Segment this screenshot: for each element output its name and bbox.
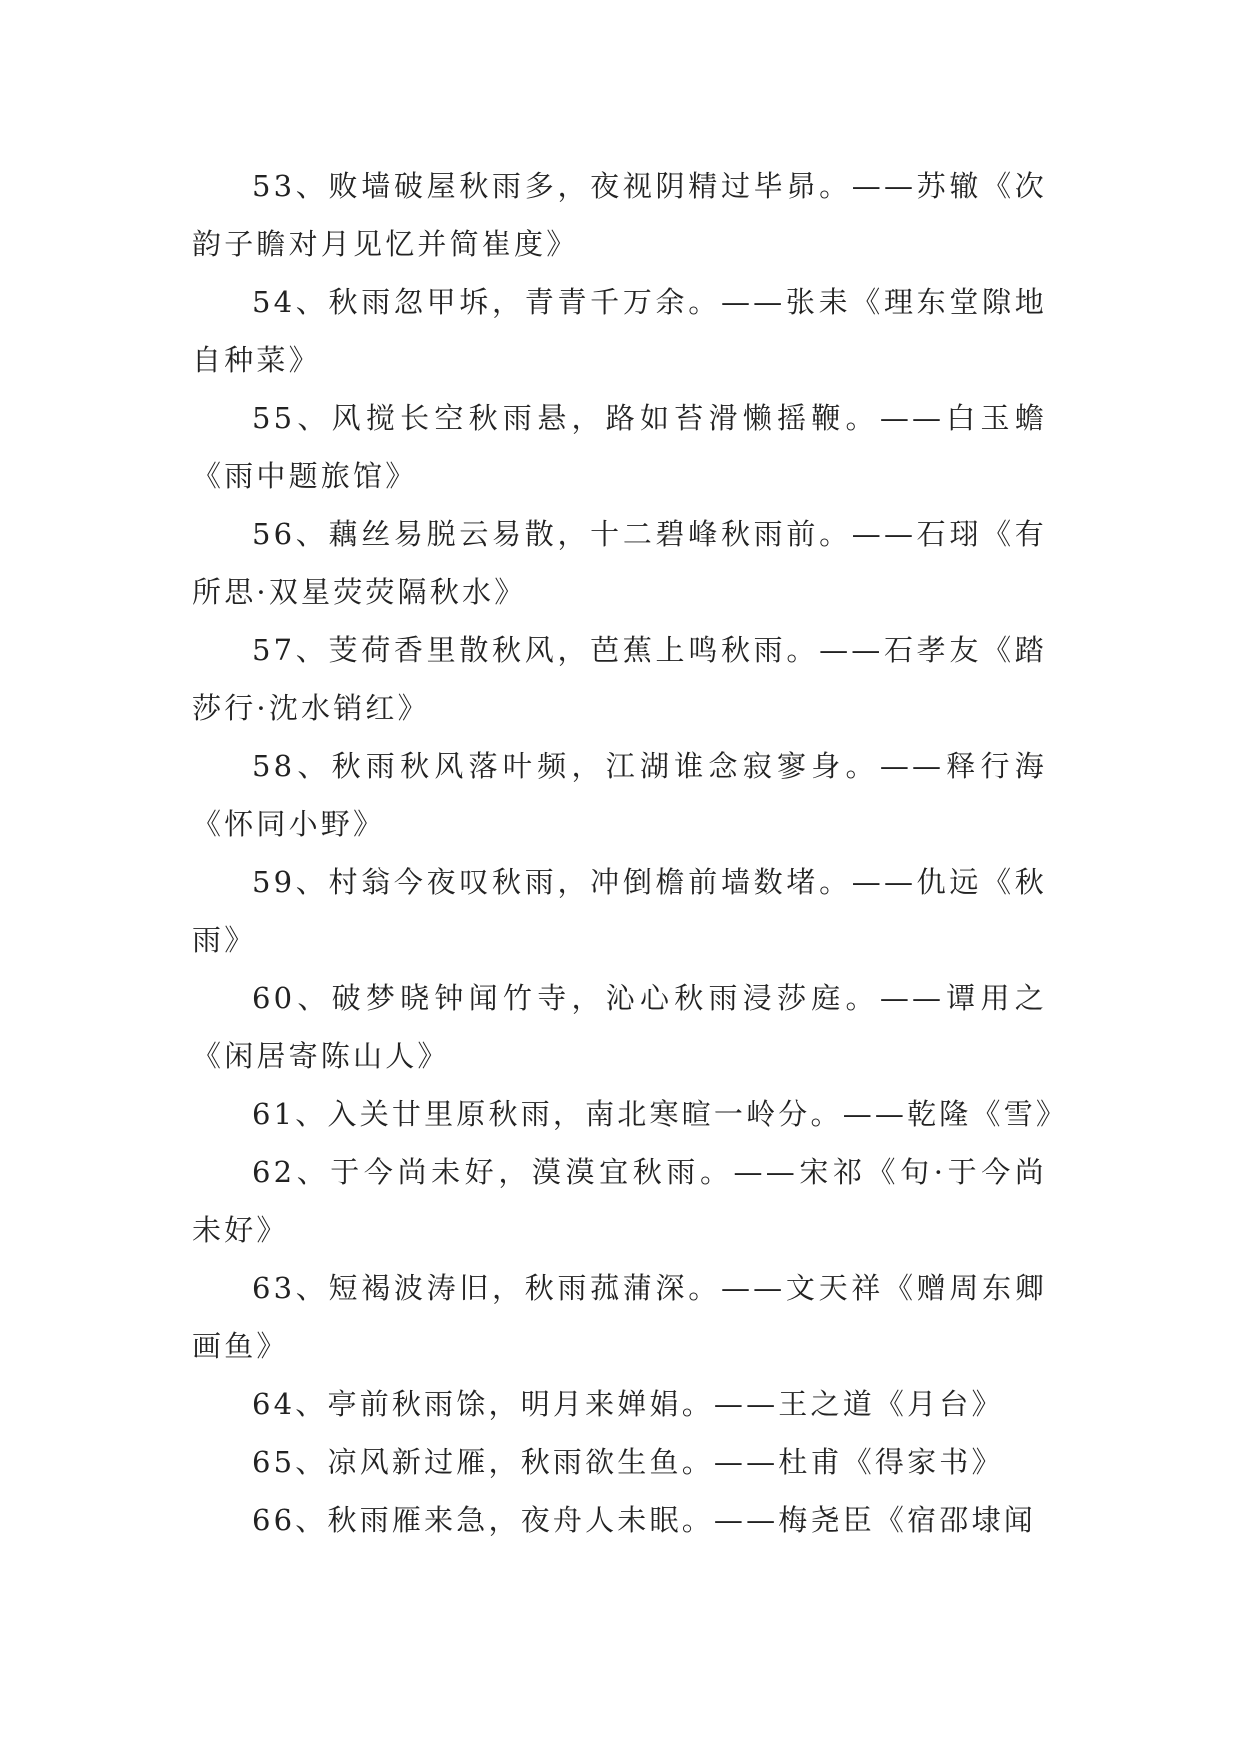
poem-line-56: 56、藕丝易脱云易散，十二碧峰秋雨前。——石珝《有所思·双星荧荧隔秋水》 — [192, 517, 1047, 609]
poem-line-65: 65、凉风新过雁，秋雨欲生鱼。——杜甫《得家书》 — [252, 1445, 1004, 1479]
poem-list — [192, 157, 1069, 1549]
poem-line-64: 64、亭前秋雨馀，明月来婵娟。——王之道《月台》 — [252, 1387, 1004, 1421]
poem-line-66: 66、秋雨雁来急，夜舟人未眠。——梅尧臣《宿邵埭闻 — [252, 1503, 1036, 1537]
poem-line-61: 61、入关廿里原秋雨，南北寒暄一岭分。——乾隆《雪》 — [252, 1097, 1069, 1131]
poem-line-53: 53、败墙破屋秋雨多，夜视阴精过毕昴。——苏辙《次韵子瞻对月见忆并简崔度》 — [192, 169, 1047, 261]
poem-line-55: 55、风搅长空秋雨悬，路如苔滑懒摇鞭。——白玉蟾《雨中题旅馆》 — [192, 401, 1047, 493]
poem-line-54: 54、秋雨忽甲坼，青青千万余。——张耒《理东堂隙地自种菜》 — [192, 285, 1047, 377]
poem-line-58: 58、秋雨秋风落叶频，江湖谁念寂寥身。——释行海《怀同小野》 — [192, 749, 1047, 841]
poem-line-60: 60、破梦晓钟闻竹寺，沁心秋雨浸莎庭。——谭用之《闲居寄陈山人》 — [192, 981, 1047, 1073]
poem-line-62: 62、于今尚未好，漠漠宜秋雨。——宋祁《句·于今尚未好》 — [192, 1155, 1047, 1247]
poem-line-63: 63、短褐波涛旧，秋雨菰蒲深。——文天祥《赠周东卿画鱼》 — [192, 1271, 1047, 1363]
poem-line-57: 57、芰荷香里散秋风，芭蕉上鸣秋雨。——石孝友《踏莎行·沈水销红》 — [192, 633, 1047, 725]
poem-line-59: 59、村翁今夜叹秋雨，冲倒檐前墙数堵。——仇远《秋雨》 — [192, 865, 1047, 957]
